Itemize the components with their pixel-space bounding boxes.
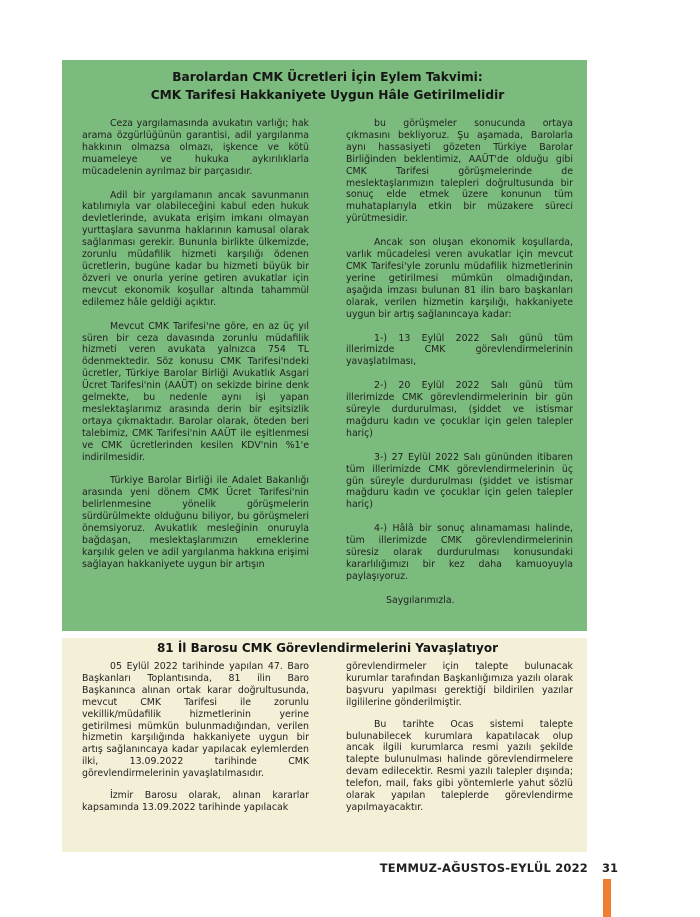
paragraph: Bu tarihte Ocas sistemi talepte bulunabilecek kurumlara kapatılacak olup ancak ilgili kurumlarca resmi yazılı şekilde talepte bulunulması halinde görevlendirmelere devam edilecektir. Resmi yazılı talepler dışında; telefon, mail, faks gibi yöntemlerle yahut sözlü olarak yapılan taleplerde görevlendirme yapılmayacaktır. <box>346 718 573 813</box>
issue-label: TEMMUZ-AĞUSTOS-EYLÜL 2022 <box>379 861 588 875</box>
announcement-box <box>62 60 587 631</box>
action-item-1: 1-) 13 Eylül 2022 Salı günü tüm illerimizde CMK görevlendirmelerinin yavaşlatılması, <box>346 332 573 368</box>
paragraph: Ancak son oluşan ekonomik koşullarda, varlık mücadelesi veren avukatlar için mevcut CMK Tarifesi'yle zorunlu müdafilik hizmetlerinin yerine getirilmesi mümkün olmadığından, aşağıda imzası bulunan 81 ilin baro başkanları olarak, verilen hizmetin karşılığı, hakkaniyete uygun bir artış sağlanıncaya kadar: <box>346 237 573 320</box>
action-item-2: 2-) 20 Eylül 2022 Salı günü tüm illerimizde CMK görevlendirmelerinin bir gün süreyle durdurulması, (şiddet ve istismar mağduru kadın ve çocuklar için gelen talepler hariç) <box>346 380 573 439</box>
paragraph: İzmir Barosu olarak, alınan kararlar kapsamında 13.09.2022 tarihinde yapılacak <box>82 790 309 813</box>
action-item-4: 4-) Hâlâ bir sonuç alınamaması halinde, tüm illerimizde CMK görevlendirmelerinin süresiz olarak durdurulması konusundaki kararlılığımızı bir kez daha kamuoyuyla paylaşıyoruz. <box>346 523 573 582</box>
announcement-title <box>82 68 573 104</box>
announcement-columns <box>82 118 573 619</box>
news-left-column <box>82 661 309 824</box>
page-accent-bar <box>603 879 611 917</box>
paragraph: bu görüşmeler sonucunda ortaya çıkmasını bekliyoruz. Şu aşamada, Barolarla aynı hassasiyeti gözeten Türkiye Barolar Birliğinden beklentimiz, AAÜT'de olduğu gibi CMK Tarifesi görüşmelerinde de meslektaşlarımızın talepleri doğrultusunda bir sonuç elde etmek üzere konunun tüm muhataplarıyla etkin bir müzakere süreci yürütmesidir. <box>346 118 573 225</box>
announcement-right-column <box>346 118 573 619</box>
news-title: 81 İl Barosu CMK Görevlendirmelerini Yavaşlatıyor <box>156 641 499 655</box>
announcement-title-line2: CMK Tarifesi Hakkaniyete Uygun Hâle Getirilmelidir <box>150 88 505 102</box>
action-item-3: 3-) 27 Eylül 2022 Salı gününden itibaren tüm illerimizde CMK görevlendirmelerinin üç gün süreyle durdurulması (şiddet ve istismar mağduru kadın ve çocuklar için gelen talepler hariç) <box>346 451 573 511</box>
paragraph: Ceza yargılamasında avukatın varlığı; hak arama özgürlüğünün garantisi, adil yargılanma hakkının olmazsa olmazı, işkence ve kötü muameleye ve hukuka aykırılıklarla mücadelenin ayrılmaz bir parçasıdır. <box>82 118 309 177</box>
news-right-column <box>346 661 573 824</box>
paragraph: Mevcut CMK Tarifesi'ne göre, en az üç yıl süren bir ceza davasında zorunlu müdafilik hizmeti veren avukata yalnızca 754 TL ödenmektedir. Söz konusu CMK Tarifesi'ndeki ücretler, Türkiye Barolar Birliği Avukatlık Asgari Ücret Tarifesi'nin (AAÜT) on sekizde birine denk gelmekte, bu nedenle aynı işi yapan meslektaşlarımız arasında derin bir eşitsizlik ortaya çıkmaktadır. Barolar olarak, öteden beri talebimiz, CMK Tarifesi'nin AAÜT ile eşitlenmesi ve CMK ücretlerinden kesilen KDV'nin %1'e indirilmesidir. <box>82 320 309 463</box>
paragraph: Türkiye Barolar Birliği ile Adalet Bakanlığı arasında yeni dönem CMK Ücret Tarifesi'nin belirlenmesine yönelik görüşmelerin sürdürülmekte olduğunu biliyor, bu görüşmeleri önemsiyoruz. Avukatlık mesleğinin onuruyla bağdaşan, meslektaşlarımızın emeklerine karşılık gelen ve adil yargılanma hakkına erişimi sağlayan hakkaniyete uygun bir artışın <box>82 475 309 570</box>
page-number: 31 <box>602 861 619 875</box>
paragraph: Adil bir yargılamanın ancak savunmanın katılımıyla var olabileceğini kabul eden hukuk devletlerinde, avukata erişim imkanı olmayan yurttaşlara savunma haklarının kamusal olarak sağlanması gerekir. Bununla birlikte ülkemizde, zorunlu müdafilik hizmeti karşılığı ödenen ücretlerin, bugüne kadar bu hizmeti büyük bir özveri ve onurla yerine getiren avukatlar için mevcut ekonomik koşullar altında tahammül edilemez hâle geldiği açıktır. <box>82 189 309 308</box>
announcement-title-line1: Barolardan CMK Ücretleri İçin Eylem Takvimi: <box>172 70 483 84</box>
paragraph: görevlendirmeler için talepte bulunacak kurumlar tarafından Başkanlığımıza yazılı olarak başvuru yapılması gerektiği bildirilen yazılar ilgililerine gönderilmiştir. <box>346 661 573 708</box>
announcement-left-column <box>82 118 309 619</box>
closing-salutation: Saygılarımızla. <box>386 594 455 606</box>
news-columns <box>82 661 573 824</box>
news-box <box>62 638 587 852</box>
paragraph: 05 Eylül 2022 tarihinde yapılan 47. Baro Başkanları Toplantısında, 81 ilin Baro Başkanınca alınan ortak karar doğrultusunda, mevcut CMK Tarifesi ile zorunlu vekillik/müdafilik hizmetlerinin yerine getirilmesi mümkün bulunmadığından, verilen hizmetin karşılığında hakkaniyete uygun bir artış sağlanıncaya kadar yapılacak eylemlerden ilki, 13.09.2022 tarihinde CMK görevlendirmelerinin yavaşlatılmasıdır. <box>82 661 309 780</box>
